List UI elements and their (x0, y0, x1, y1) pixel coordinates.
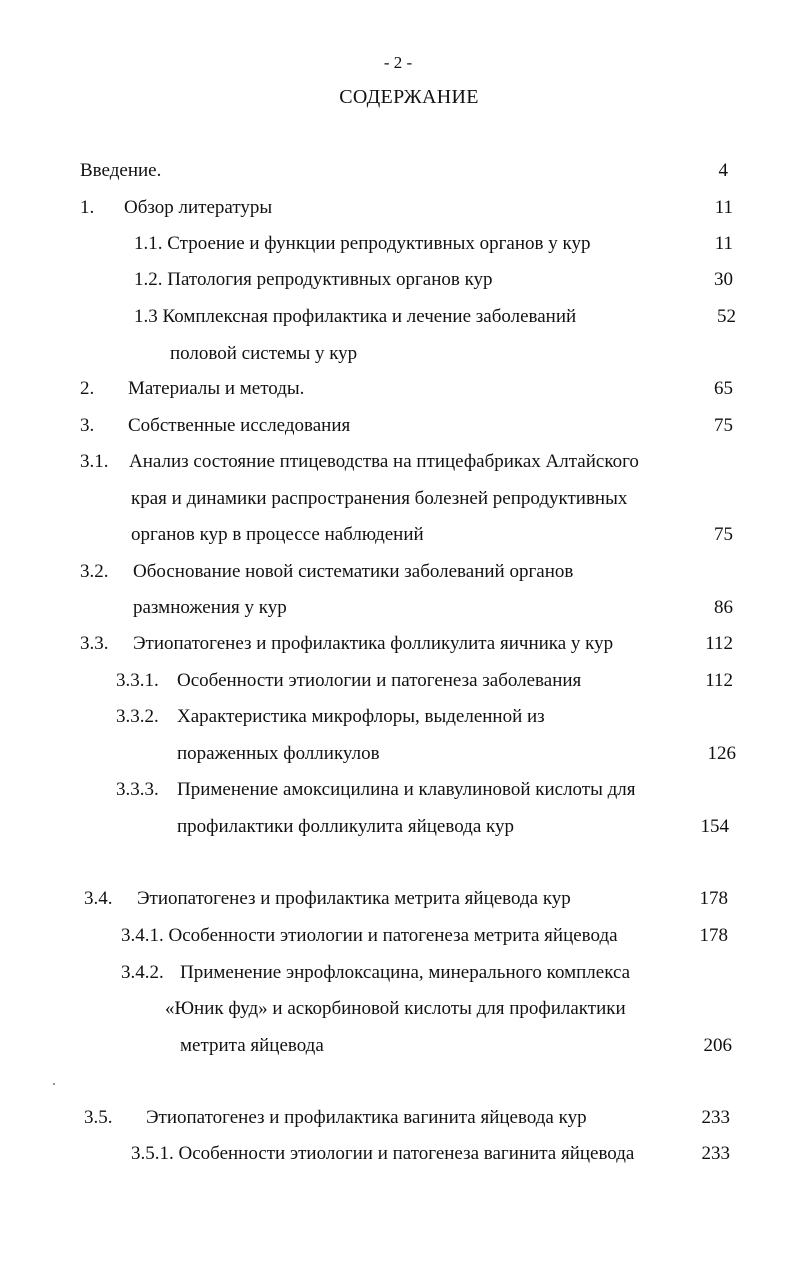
toc-entry-text-cont: органов кур в процессе наблюдений (131, 524, 424, 545)
toc-entry-text-cont: половой системы у кур (170, 343, 358, 364)
toc-entry-text: Обзор литературы (124, 197, 273, 218)
toc-entry-number: 3. (80, 415, 95, 436)
toc-entry-number: 2. (80, 378, 95, 399)
toc-entry-text: Анализ состояние птицеводства на птицефабриках Алтайского (129, 451, 639, 472)
toc-entry-page: 11 (714, 233, 733, 254)
toc-entry-page: 11 (714, 197, 733, 218)
toc-entry-page: 206 (703, 1035, 732, 1056)
toc-entry-number: 3.3. (80, 633, 109, 654)
toc-entry-text-cont: профилактики фолликулита яйцевода кур (177, 816, 514, 837)
toc-entry-page: 178 (699, 888, 728, 909)
toc-entry-page: 30 (714, 269, 733, 290)
toc-entry-text: Собственные исследования (128, 415, 351, 436)
toc-entry-page: 233 (701, 1107, 730, 1128)
toc-entry-page: 112 (705, 670, 733, 691)
toc-entry-text: 3.4.1. Особенности этиологии и патогенеза метрита яйцевода (121, 925, 618, 946)
toc-entry-number: 1. (80, 197, 95, 218)
toc-entry-page: 233 (701, 1143, 730, 1164)
toc-entry-text: Этиопатогенез и профилактика вагинита яйцевода кур (146, 1107, 587, 1128)
toc-entry-number: 3.2. (80, 561, 109, 582)
toc-entry-text: 3.5.1. Особенности этиологии и патогенеза вагинита яйцевода (131, 1143, 635, 1164)
toc-entry-page: 65 (714, 378, 733, 399)
page-number: - 2 - (383, 53, 413, 72)
toc-entry-text-cont: края и динамики распространения болезней репродуктивных (131, 488, 628, 509)
page-title: СОДЕРЖАНИЕ (339, 86, 479, 108)
toc-entry-page: 75 (714, 415, 733, 436)
toc-entry-number: 3.3.2. (116, 706, 159, 727)
toc-entry-number: 3.4.2. (121, 962, 164, 983)
toc-entry-page: 75 (714, 524, 733, 545)
toc-entry-text: Особенности этиологии и патогенеза заболевания (177, 670, 582, 691)
toc-entry-text: Этиопатогенез и профилактика метрита яйцевода кур (137, 888, 571, 909)
toc-entry-text: 1.1. Строение и функции репродуктивных органов у кур (134, 233, 591, 254)
toc-entry-page: 126 (707, 743, 736, 764)
toc-entry-text: Материалы и методы. (128, 378, 305, 399)
scan-speck (53, 1083, 55, 1085)
toc-entry-text-cont: метрита яйцевода (180, 1035, 324, 1056)
toc-entry-text: Применение энрофлоксацина, минерального комплекса (180, 962, 631, 983)
toc-entry-page: 154 (700, 816, 729, 837)
toc-entry-text-cont: «Юник фуд» и аскорбиновой кислоты для профилактики (165, 998, 626, 1019)
toc-entry-page: 52 (717, 306, 736, 327)
toc-entry-number: 3.5. (84, 1107, 113, 1128)
toc-entry-text: 1.3 Комплексная профилактика и лечение заболеваний (134, 306, 577, 327)
toc-entry-text: Применение амоксицилина и клавулиновой кислоты для (177, 779, 636, 800)
toc-entry-text: Обоснование новой систематики заболеваний органов (133, 561, 574, 582)
toc-entry-number: 3.3.3. (116, 779, 159, 800)
toc-entry-number: 3.4. (84, 888, 113, 909)
toc-entry-page: 86 (714, 597, 733, 618)
toc-entry-page: 112 (705, 633, 733, 654)
toc-entry-text: 1.2. Патология репродуктивных органов кур (134, 269, 493, 290)
toc-entry-page: 4 (718, 160, 728, 181)
toc-entry-text: Введение. (80, 160, 162, 181)
toc-entry-text: Характеристика микрофлоры, выделенной из (177, 706, 545, 727)
toc-entry-text-cont: пораженных фолликулов (177, 743, 380, 764)
toc-entry-number: 3.1. (80, 451, 109, 472)
toc-entry-text-cont: размножения у кур (133, 597, 287, 618)
toc-entry-page: 178 (699, 925, 728, 946)
toc-entry-number: 3.3.1. (116, 670, 159, 691)
toc-entry-text: Этиопатогенез и профилактика фолликулита яичника у кур (133, 633, 614, 654)
